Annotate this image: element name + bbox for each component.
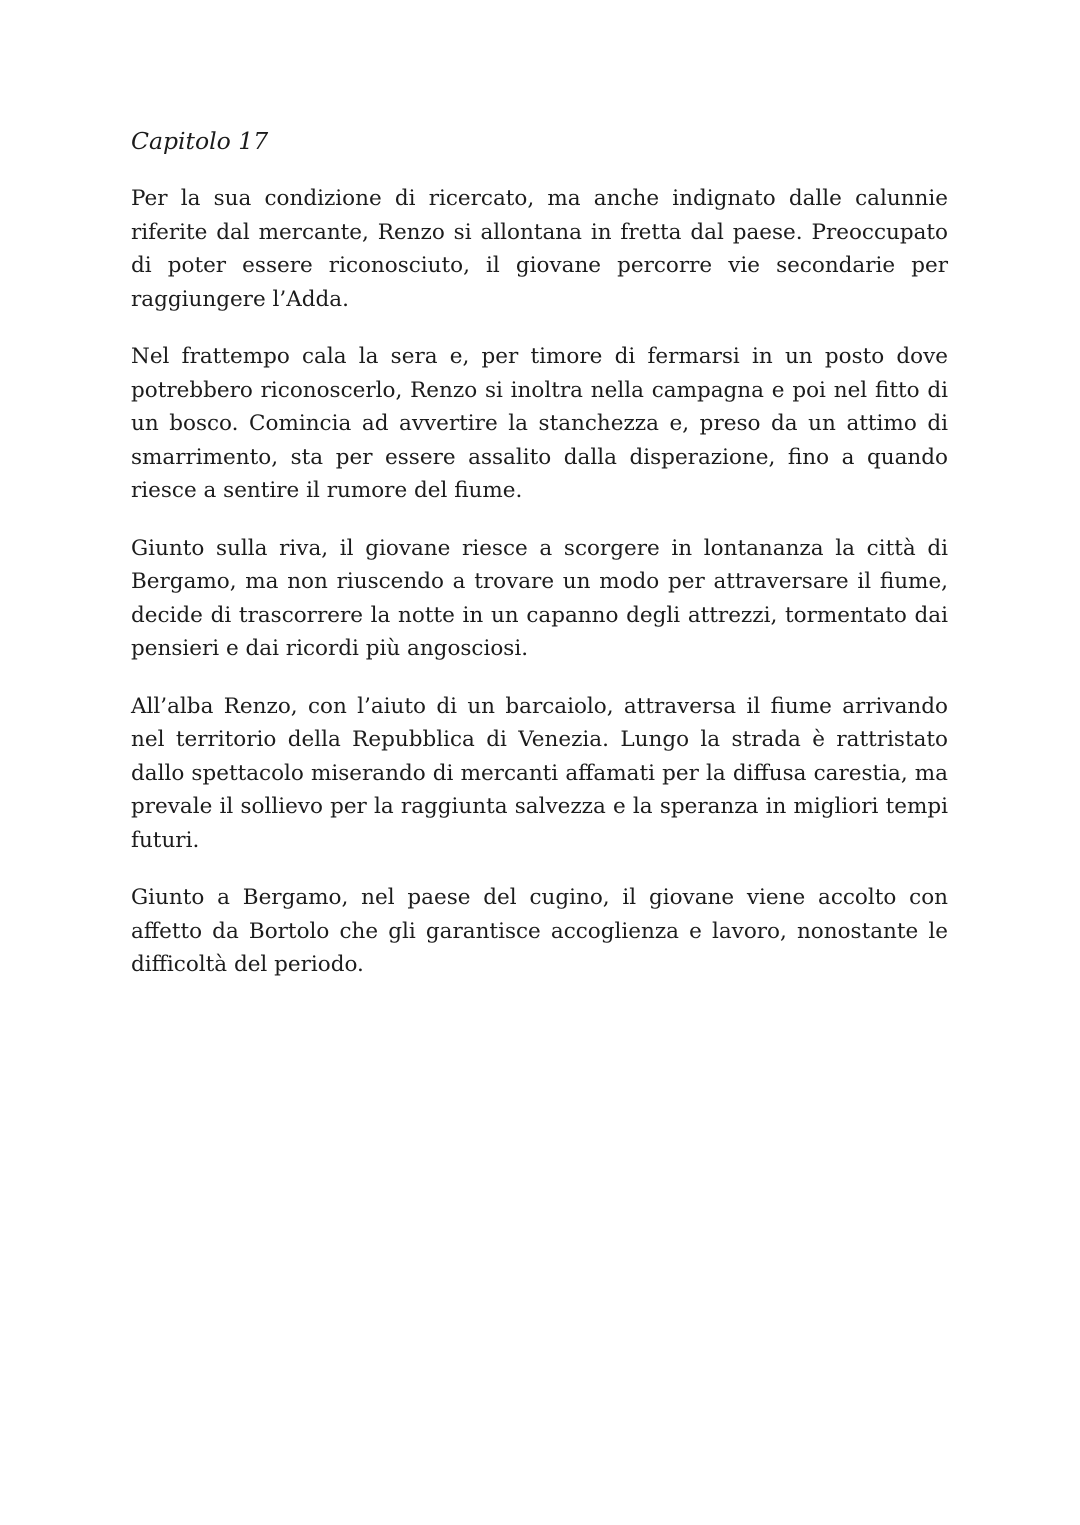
- paragraph-5: Giunto a Bergamo, nel paese del cugino, il giovane viene accolto con affetto da Bortolo che gli garantisce accoglienza e lavoro, nonostante le difficoltà del periodo.: [131, 885, 948, 977]
- document-body: [131, 124, 948, 1006]
- paragraph-1: Per la sua condizione di ricercato, ma anche indignato dalle calunnie riferite dal mercante, Renzo si allontana in fretta dal paese. Preoccupato di poter essere riconosciuto, il giovane percorre vie secondarie per raggiungere l’Adda.: [131, 186, 948, 312]
- paragraph-3: Giunto sulla riva, il giovane riesce a scorgere in lontananza la città di Bergamo, ma non riuscendo a trovare un modo per attraversare il fiume, decide di trascorrere la notte in un capanno degli attrezzi, tormentato dai pensieri e dai ricordi più angosciosi.: [131, 535, 948, 661]
- paragraph-2: Nel frattempo cala la sera e, per timore di fermarsi in un posto dove potrebbero riconoscerlo, Renzo si inoltra nella campagna e poi nel fitto di un bosco. Comincia ad avvertire la stanchezza e, preso da un attimo di smarrimento, sta per essere assalito dalla disperazione, fino a quando riesce a sentire il rumore del fiume.: [131, 344, 948, 503]
- chapter-title: Capitolo 17: [131, 127, 269, 155]
- paragraph-4: All’alba Renzo, con l’aiuto di un barcaiolo, attraversa il fiume arrivando nel territorio della Repubblica di Venezia. Lungo la strada è rattristato dallo spettacolo miserando di mercanti affamati per la diffusa carestia, ma prevale il sollievo per la raggiunta salvezza e la speranza in migliori tempi futuri.: [131, 693, 948, 853]
